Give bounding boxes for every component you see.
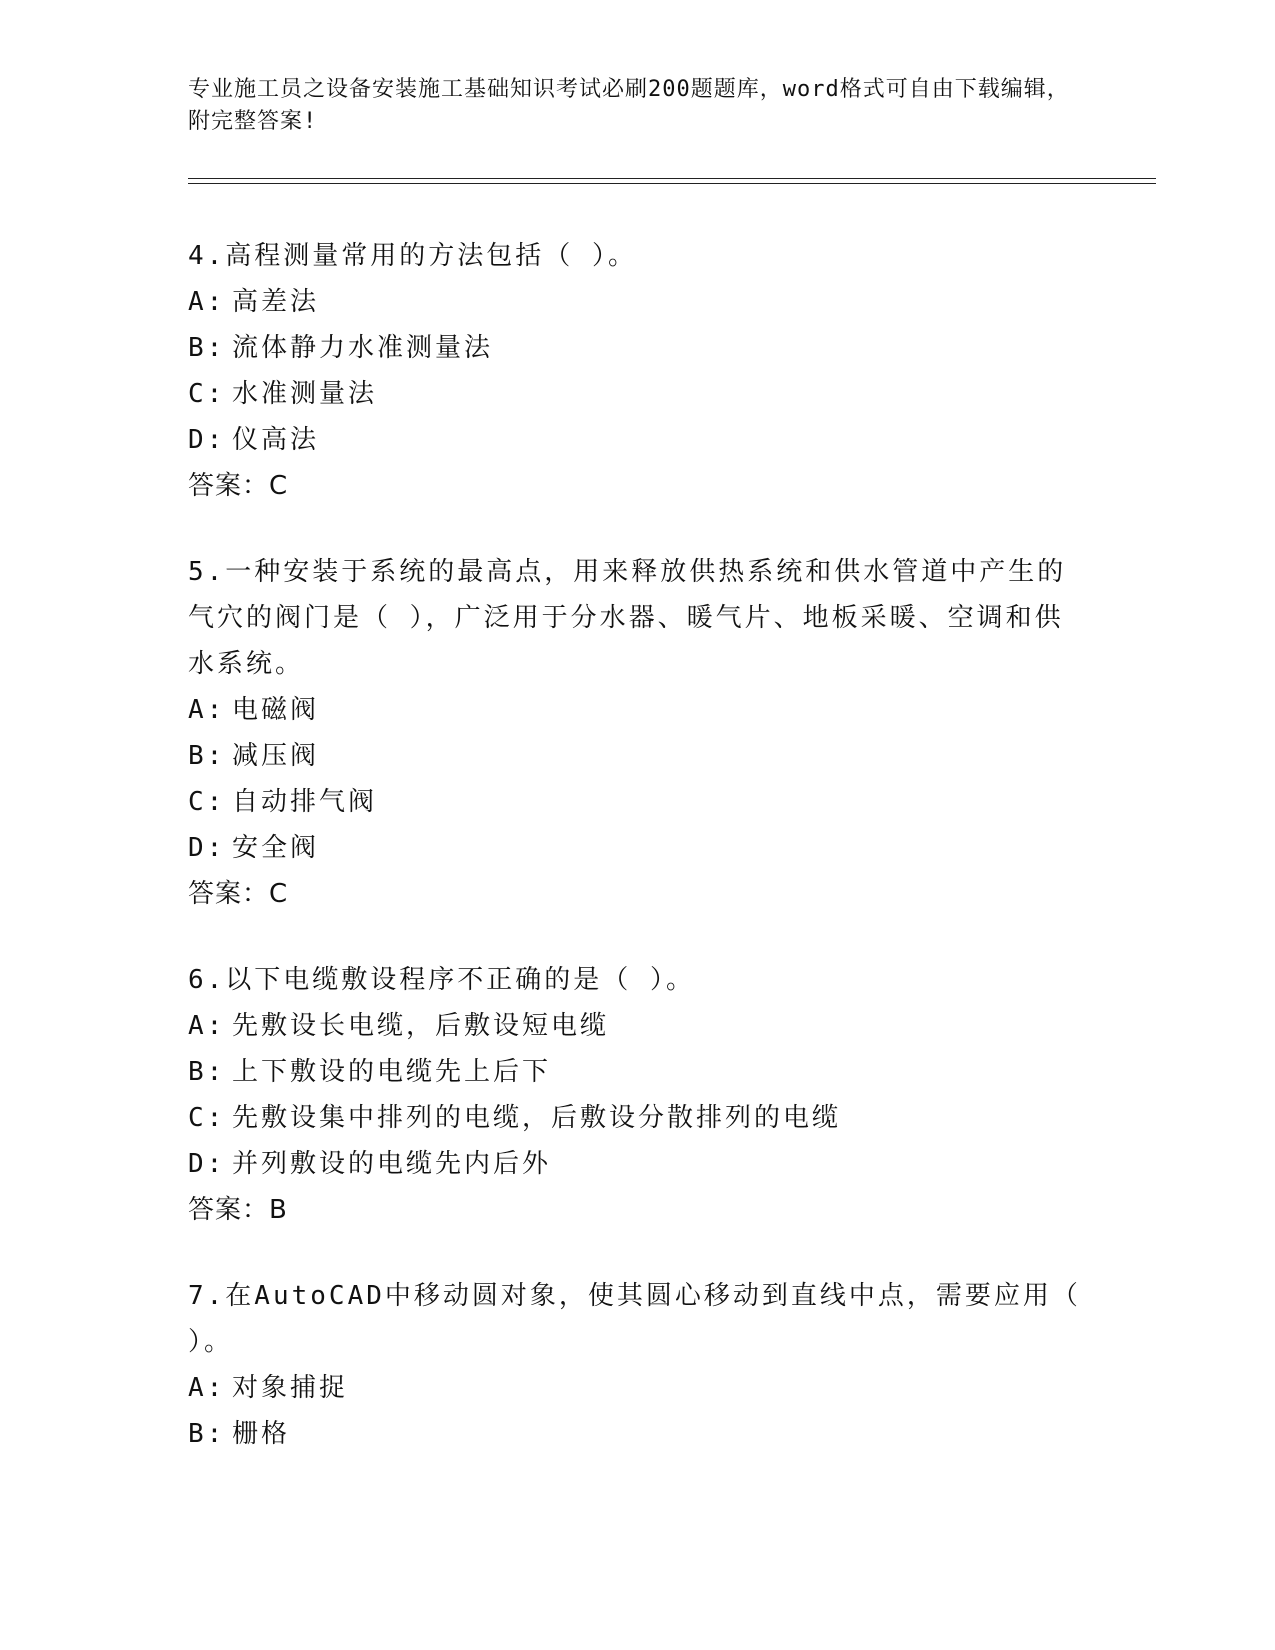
option-letter: D: xyxy=(188,833,226,863)
option-text: 先敷设集中排列的电缆，后敷设分散排列的电缆 xyxy=(232,1103,842,1133)
option-letter: C: xyxy=(188,787,226,817)
option-letter: A: xyxy=(188,1011,226,1041)
question-5 xyxy=(188,549,1088,917)
option-text: 自动排气阀 xyxy=(232,787,378,817)
option-c xyxy=(188,779,1088,825)
option-text: 电磁阀 xyxy=(232,695,320,725)
answer-label: 答案：B xyxy=(188,1195,288,1225)
answer-label: 答案：C xyxy=(188,879,289,909)
option-letter: D: xyxy=(188,425,226,455)
header-divider-top xyxy=(188,178,1156,179)
option-b xyxy=(188,1411,1088,1457)
question-4 xyxy=(188,233,1088,509)
question-7 xyxy=(188,1273,1088,1457)
option-d xyxy=(188,1141,1088,1187)
option-d xyxy=(188,417,1088,463)
answer-label: 答案：C xyxy=(188,471,289,501)
option-letter: B: xyxy=(188,1419,226,1449)
option-text: 上下敷设的电缆先上后下 xyxy=(232,1057,552,1087)
option-letter: A: xyxy=(188,695,226,725)
question-stem: 4.高程测量常用的方法包括（ ）。 xyxy=(188,241,637,271)
option-c xyxy=(188,371,1088,417)
option-text: 先敷设长电缆，后敷设短电缆 xyxy=(232,1011,610,1041)
option-letter: B: xyxy=(188,741,226,771)
option-b xyxy=(188,325,1088,371)
option-letter: C: xyxy=(188,379,226,409)
option-a xyxy=(188,1003,1088,1049)
document-title: 专业施工员之设备安装施工基础知识考试必刷200题题库，word格式可自由下载编辑，附完整答案! xyxy=(188,77,1070,134)
option-letter: B: xyxy=(188,333,226,363)
option-text: 安全阀 xyxy=(232,833,320,863)
option-a xyxy=(188,279,1088,325)
option-b xyxy=(188,733,1088,779)
option-d xyxy=(188,825,1088,871)
question-stem: 5.一种安装于系统的最高点，用来释放供热系统和供水管道中产生的气穴的阀门是（ ），广泛用于分水器、暖气片、地板采暖、空调和供水系统。 xyxy=(188,557,1067,679)
option-text: 水准测量法 xyxy=(232,379,378,409)
option-text: 高差法 xyxy=(232,287,320,317)
option-c xyxy=(188,1095,1088,1141)
option-text: 对象捕捉 xyxy=(232,1373,349,1403)
question-stem: 7.在AutoCAD中移动圆对象，使其圆心移动到直线中点，需要应用（ ）。 xyxy=(188,1281,1081,1357)
option-text: 流体静力水准测量法 xyxy=(232,333,494,363)
question-6 xyxy=(188,957,1088,1233)
option-b xyxy=(188,1049,1088,1095)
option-text: 减压阀 xyxy=(232,741,320,771)
option-letter: A: xyxy=(188,1373,226,1403)
option-letter: C: xyxy=(188,1103,226,1133)
option-a xyxy=(188,1365,1088,1411)
option-a xyxy=(188,687,1088,733)
question-list xyxy=(188,233,1088,1497)
option-letter: B: xyxy=(188,1057,226,1087)
header-divider-bottom xyxy=(188,183,1156,184)
option-letter: D: xyxy=(188,1149,226,1179)
option-text: 仪高法 xyxy=(232,425,320,455)
option-letter: A: xyxy=(188,287,226,317)
option-text: 并列敷设的电缆先内后外 xyxy=(232,1149,552,1179)
option-text: 栅格 xyxy=(232,1419,291,1449)
question-stem: 6.以下电缆敷设程序不正确的是（ ）。 xyxy=(188,965,695,995)
